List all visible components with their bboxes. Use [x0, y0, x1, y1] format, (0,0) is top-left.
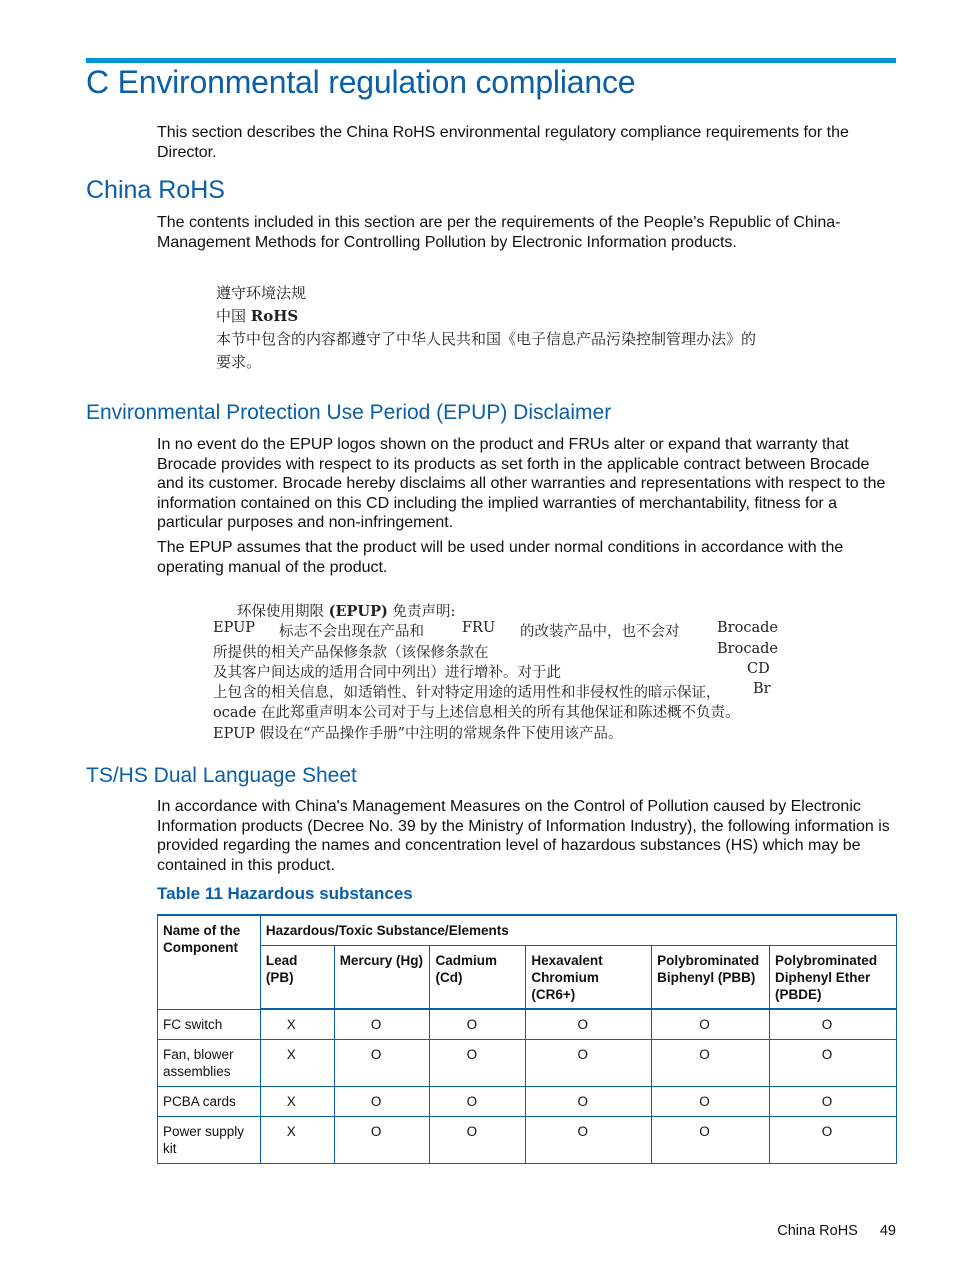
component-name: PCBA cards — [158, 1086, 261, 1116]
page-footer — [777, 1223, 896, 1239]
cn-text: 环保使用期限 — [237, 604, 329, 620]
cn-text: Brocade — [717, 620, 778, 637]
cn-text: 假设在“产品操作手册”中注明的常规条件下使用该产品。 — [255, 725, 623, 742]
chapter-intro: This section describes the China RoHS environmental regulatory compliance requirements for the Director. — [157, 124, 849, 161]
cn-text: FRU — [462, 620, 496, 637]
cn-text: EPUP — [213, 725, 256, 742]
cn-text: Brocade — [717, 640, 778, 657]
epup-para-1: In no event do the EPUP logos shown on the product and FRUs alter or expand that warranty that Brocade provides with respect to its products as set forth in the applicable contract between Brocade and its customer. Brocade hereby disclaims all other warranties and representations with respect to the information contained on this CD including the implied warranties of merchantability, fitness for a particular purposes and non-infringement. — [157, 436, 886, 531]
footer-section: China RoHS — [777, 1223, 858, 1239]
cn-text: 中国 — [216, 307, 251, 325]
heading-epup: Environmental Protection Use Period (EPUP) Disclaimer — [86, 401, 612, 424]
china-rohs-chinese-text — [216, 282, 756, 374]
cn-row — [213, 661, 773, 681]
china-rohs-body: The contents included in this section are per the requirements of the People's Republic of China-Management Methods for Controlling Pollution by Electronic Information products. — [157, 214, 841, 251]
table-row — [158, 1009, 897, 1039]
value-cell: O — [770, 1086, 897, 1116]
table-header-row — [158, 915, 897, 945]
chapter-title: C Environmental regulation compliance — [86, 64, 636, 100]
cn-row — [213, 701, 773, 721]
cn-line: 本节中包含的内容都遵守了中华人民共和国《电子信息产品污染控制管理办法》的 — [216, 330, 757, 348]
table-row — [158, 1116, 897, 1163]
cn-text: Br — [753, 681, 771, 698]
value-cell: O — [430, 1039, 526, 1086]
header-pbb: Polybrominated Biphenyl (PBB) — [652, 945, 770, 1009]
heading-tshs: TS/HS Dual Language Sheet — [86, 764, 357, 787]
value-cell: O — [526, 1009, 652, 1039]
cn-text: 标志不会出现在产品和 — [279, 624, 424, 641]
component-name: Power supply kit — [158, 1116, 261, 1163]
cn-text — [237, 600, 455, 621]
cn-row — [213, 620, 778, 641]
header-component: Name of the Component — [158, 915, 261, 1009]
value-cell: O — [430, 1086, 526, 1116]
epup-para-2: The EPUP assumes that the product will be used under normal conditions in accordance with the operating manual of the product. — [157, 539, 844, 576]
table-row — [158, 1039, 897, 1086]
header-hexavalent-chromium: Hexavalent Chromium (CR6+) — [526, 945, 652, 1009]
value-cell: O — [526, 1086, 652, 1116]
cn-text: CD — [747, 660, 770, 677]
value-cell: O — [334, 1116, 430, 1163]
value-cell: O — [770, 1009, 897, 1039]
value-cell: O — [770, 1039, 897, 1086]
header-substance-group: Hazardous/Toxic Substance/Elements — [260, 915, 896, 945]
table-caption: Table 11 Hazardous substances — [157, 884, 413, 903]
heading-china-rohs: China RoHS — [86, 176, 225, 204]
cn-text: ocade — [213, 705, 257, 722]
value-cell: X — [260, 1009, 334, 1039]
value-cell: O — [334, 1039, 430, 1086]
page-number: 49 — [879, 1223, 896, 1239]
cn-text: EPUP — [213, 620, 256, 637]
cn-text: (EPUP) — [328, 603, 388, 620]
table-subheader-row — [158, 945, 897, 1009]
value-cell: O — [652, 1009, 770, 1039]
cn-row — [213, 640, 778, 661]
cn-rohs: RoHS — [250, 307, 299, 325]
value-cell: O — [334, 1086, 430, 1116]
value-cell: O — [430, 1116, 526, 1163]
top-rule — [86, 58, 896, 63]
component-name: Fan, blower assemblies — [158, 1039, 261, 1086]
value-cell: O — [526, 1039, 652, 1086]
cn-row — [213, 600, 773, 620]
cn-line: 要求。 — [216, 353, 262, 371]
value-cell: O — [652, 1039, 770, 1086]
value-cell: O — [770, 1116, 897, 1163]
value-cell: O — [652, 1086, 770, 1116]
component-name: FC switch — [158, 1009, 261, 1039]
header-cadmium: Cadmium (Cd) — [430, 945, 526, 1009]
cn-text: 及其客户间达成的适用合同中列出）进行增补。对于此 — [213, 664, 561, 681]
cn-text — [213, 722, 623, 743]
value-cell: X — [260, 1086, 334, 1116]
cn-row — [213, 722, 773, 742]
table-row — [158, 1086, 897, 1116]
cn-text: 上包含的相关信息，如适销性、针对特定用途的适用性和非侵权性的暗示保证， — [213, 685, 721, 702]
value-cell: O — [430, 1009, 526, 1039]
cn-text: 免责声明: — [387, 604, 456, 620]
cn-text: 所提供的相关产品保修条款（该保修条款在 — [213, 644, 489, 661]
cn-line: 遵守环境法规 — [216, 284, 307, 302]
cn-text — [213, 701, 739, 722]
value-cell: X — [260, 1039, 334, 1086]
cn-text: 在此郑重声明本公司对于与上述信息相关的所有其他保证和陈述概不负责。 — [256, 705, 740, 722]
cn-line — [216, 305, 756, 328]
tshs-body: In accordance with China's Management Measures on the Control of Pollution caused by Electronic Information products (Decree No. 39 by the Ministry of Information Industry), the following information is provided regarding the names and concentration level of hazardous substances (HS) which may be contained in this product. — [157, 798, 890, 874]
value-cell: X — [260, 1116, 334, 1163]
epup-chinese-text — [213, 600, 778, 742]
cn-row — [213, 681, 773, 701]
cn-text: 的改装产品中，也不会对 — [520, 624, 680, 641]
value-cell: O — [334, 1009, 430, 1039]
header-lead: Lead (PB) — [260, 945, 334, 1009]
header-mercury: Mercury (Hg) — [334, 945, 430, 1009]
header-pbde: Polybrominated Diphenyl Ether (PBDE) — [770, 945, 897, 1009]
hazardous-substances-table — [157, 914, 897, 1164]
value-cell: O — [526, 1116, 652, 1163]
value-cell: O — [652, 1116, 770, 1163]
